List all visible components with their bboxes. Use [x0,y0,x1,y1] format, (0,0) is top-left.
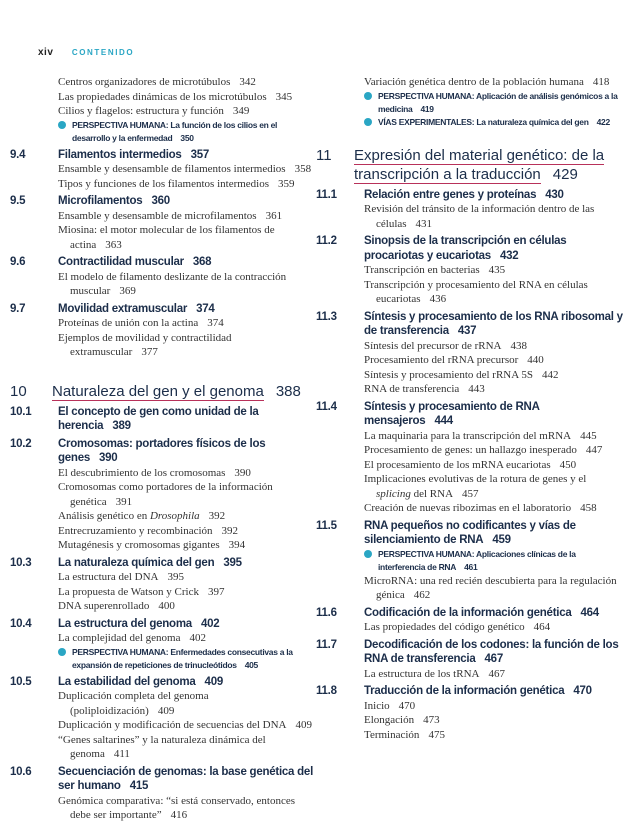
toc-subentry [10,631,318,646]
entry-title: Duplicación completa del genoma (poliploidización) [58,690,209,717]
entry-page-number: 458 [580,502,597,514]
entry-page-number: 342 [239,76,256,88]
toc-subentry [316,728,626,743]
entry-page-number: 400 [158,600,175,612]
section-title-text: Decodificación de los codones: la función de los RNA de transferencia [364,638,619,665]
entry-title: DNA superenrollado [58,600,150,612]
feature-page-number: 350 [180,132,194,143]
section-page-number: 432 [499,249,519,262]
entry-title: Elongación [364,714,415,726]
section-page-number: 464 [580,606,599,619]
toc-subentry [316,443,626,458]
entry-title: Síntesis y procesamiento del rRNA 5S [364,368,533,381]
feature-title: VÍAS EXPERIMENTALES: La naturaleza química del gen [378,116,589,127]
section-page-number: 459 [492,534,511,546]
section-page-number: 467 [484,653,503,665]
entry-page-number: 440 [527,354,544,366]
entry-title: La estructura de los tRNA [364,667,480,680]
toc-subentry [10,794,318,823]
toc-subentry [316,574,626,603]
section-number: 10.5 [10,675,32,688]
bullet-dot-icon [364,92,372,100]
toc-subentry [316,667,626,682]
feature-page-number: 405 [244,659,258,670]
toc-feature-box [316,548,626,574]
toc-section [10,148,318,163]
section-title-text: Movilidad extramuscular [58,302,188,315]
toc-subentry [10,480,318,509]
toc-section [10,302,318,317]
entry-title: Cromosomas como portadores de la información genética [58,481,273,508]
entry-title: Las propiedades del código genético [364,621,525,633]
entry-page-number: 438 [510,339,527,352]
feature-page-number: 422 [596,116,610,127]
toc-subentry [316,263,626,278]
entry-title: Transcripción y procesamiento del RNA en células eucariotas [364,278,588,305]
toc-right-column [316,75,626,742]
toc-section [316,519,626,548]
toc-subentry [10,570,318,585]
entry-page-number: 445 [580,429,597,442]
section-page-number: 402 [200,617,220,630]
section-number: 11.5 [316,519,337,532]
section-page-number: 430 [545,188,564,201]
entry-title: Creación de nuevas ribozimas en el laboratorio [364,502,572,514]
toc-subentry [316,202,626,231]
entry-page-number: 473 [423,714,440,726]
feature-title: PERSPECTIVA HUMANA: Enfermedades consecutivas a la expansión de repeticiones de trinucleótidos [72,646,293,670]
toc-subentry [10,509,318,524]
section-title-text: La estructura del genoma [58,617,192,630]
entry-page-number: 392 [208,510,226,522]
section-number: 11.2 [316,235,337,247]
feature-title: PERSPECTIVA HUMANA: Aplicaciones clínicas de la interferencia de RNA [378,548,576,572]
toc-subentry [10,209,318,224]
toc-subentry [316,368,626,383]
section-number: 10.2 [10,437,32,450]
entry-title: MicroRNA: una red recién descubierta para la regulación génica [364,574,617,601]
entry-title: Variación genética dentro de la población humana [364,76,584,88]
entry-title: Entrecruzamiento y recombinación [58,524,213,537]
toc-subentry [10,524,318,539]
toc-subentry [10,177,318,192]
entry-page-number: 443 [468,383,485,395]
entry-title: Proteínas de unión con la actina [58,317,199,329]
entry-page-number: 349 [232,105,250,117]
entry-page-number: 411 [113,748,130,760]
chapter-number: 10 [10,382,27,400]
section-number: 11.6 [316,606,337,619]
section-title-text: Síntesis y procesamiento de los RNA ribosomal y de transferencia [364,310,623,337]
toc-subentry [316,501,626,516]
entry-title: El modelo de filamento deslizante de la contracción muscular [58,270,287,297]
toc-subentry [316,339,626,354]
section-number: 11.1 [316,188,337,201]
toc-chapter-heading [10,382,318,401]
entry-title: Cilios y flagelos: estructura y función [58,105,224,117]
section-title-text: Microfilamentos [58,195,143,207]
toc-section [316,638,626,667]
toc-section [10,556,318,571]
bullet-dot-icon [58,121,66,129]
entry-title: RNA de transferencia [364,383,460,395]
toc-section [10,765,318,794]
section-title-text: La estabilidad del genoma [58,675,196,688]
toc-subentry [316,382,626,397]
toc-section [316,606,626,621]
entry-page-number: 361 [265,209,283,222]
toc-section [10,194,318,209]
entry-page-number: 447 [585,444,603,456]
chapter-number: 11 [316,146,332,164]
entry-title: Las propiedades dinámicas de los microtúbulos [58,90,267,103]
toc-feature-box [316,90,626,116]
section-number: 11.4 [316,400,337,413]
entry-title: La propuesta de Watson y Crick [58,585,199,598]
entry-page-number: 395 [167,571,184,583]
entry-page-number: 394 [228,539,246,551]
feature-page-number: 419 [420,103,434,114]
entry-page-number: 436 [429,293,447,305]
section-title-text: Relación entre genes y proteínas [364,188,537,201]
entry-title: Ejemplos de movilidad y contractilidad extramuscular [58,331,232,358]
entry-page-number: 345 [275,90,293,103]
page-number: xiv [38,47,54,58]
entry-page-number: 359 [278,177,295,190]
entry-page-number: 391 [115,495,133,508]
section-page-number: 437 [457,325,477,337]
section-page-number: 390 [99,452,118,464]
entry-title: Revisión del tránsito de la información dentro de las células [364,203,595,230]
section-title-text: La naturaleza química del gen [58,556,215,569]
section-title-text: RNA pequeños no codificantes y vías de silenciamiento de RNA [364,519,576,546]
entry-page-number: 416 [170,809,188,821]
entry-title: La maquinaria para la transcripción del mRNA [364,429,572,442]
section-number: 10.4 [10,617,32,630]
chapter-title [316,146,626,184]
toc-feature-box [316,116,626,129]
entry-title: Procesamiento del rRNA precursor [364,354,519,366]
entry-title: Genómica comparativa: “si está conservado, entonces debe ser importante” [58,794,296,821]
entry-title: Síntesis del precursor de rRNA [364,339,502,352]
toc-subentry [316,699,626,714]
toc-subentry [10,538,318,553]
page-header [38,42,134,60]
section-number: 11.3 [316,310,337,323]
entry-title: El descubrimiento de los cromosomas [58,466,226,479]
entry-title: El procesamiento de los mRNA eucariotas [364,458,551,471]
toc-section [10,405,318,434]
section-page-number: 444 [434,415,453,427]
entry-title: Ensamble y desensamble de microfilamentos [58,209,257,222]
section-title-text: Secuenciación de genomas: la base genética del ser humano [58,765,314,792]
entry-page-number: 397 [207,585,225,598]
section-title-text: El concepto de gen como unidad de la herencia [58,405,259,432]
section-page-number: 368 [192,256,212,268]
toc-subentry [10,331,318,360]
chapter-page-number: 388 [275,382,301,400]
toc-subentry [316,458,626,473]
entry-title: Duplicación y modificación de secuencias del DNA [58,719,287,731]
toc-section [316,310,626,339]
section-page-number: 470 [573,685,592,697]
toc-feature-box [10,119,318,145]
toc-subentry [316,353,626,368]
toc-subentry [316,75,626,90]
entry-page-number: 418 [592,76,610,88]
entry-page-number: 390 [234,466,251,479]
section-title-text: Contractilidad muscular [58,256,184,268]
section-page-number: 409 [204,675,223,688]
toc-section [316,188,626,203]
toc-subentry [10,104,318,119]
entry-page-number: 442 [541,368,559,381]
entry-title: Procesamiento de genes: un hallazgo inesperado [364,444,577,456]
entry-title: Ensamble y desensamble de filamentos intermedios [58,163,286,175]
toc-section [10,675,318,690]
bullet-dot-icon [364,118,372,126]
entry-title: Implicaciones evolutivas de la rotura de genes y el splicing del RNA [364,473,587,500]
entry-title: Centros organizadores de microtúbulos [58,76,231,88]
chapter-title-text: Expresión del material genético: de la transcripción a la traducción [354,146,605,183]
entry-title: La estructura del DNA [58,571,159,583]
entry-title: Transcripción en bacterias [364,264,480,276]
entry-page-number: 450 [559,458,577,471]
section-title-text: Síntesis y procesamiento de RNA mensajeros [364,400,540,427]
toc-feature-box [10,646,318,672]
section-title-text: Traducción de la información genética [364,685,565,697]
entry-page-number: 462 [413,589,431,601]
entry-page-number: 457 [462,487,479,500]
feature-title: PERSPECTIVA HUMANA: Aplicación de análisis genómicos a la medicina [378,90,618,114]
chapter-title [10,382,318,401]
toc-subentry [10,599,318,614]
toc-subentry [10,466,318,481]
bullet-dot-icon [58,648,66,656]
entry-title: Análisis genético en Drosophila [58,510,200,522]
section-page-number: 395 [223,556,242,569]
entry-page-number: 409 [157,704,175,717]
section-number: 10.6 [10,765,32,778]
entry-page-number: 475 [428,728,445,741]
section-number: 11.7 [316,638,337,651]
entry-page-number: 431 [415,217,433,230]
entry-title: Miosina: el motor molecular de los filamentos de actina [58,224,275,251]
toc-subentry [10,718,318,733]
entry-title: “Genes saltarines” y la naturaleza dinámica del genoma [58,733,266,760]
entry-page-number: 377 [141,346,158,358]
toc-section [316,400,626,429]
toc-section [316,234,626,263]
toc-section [10,255,318,270]
section-number: 11.8 [316,685,337,697]
section-title-text: Codificación de la información genética [364,606,572,619]
entry-title: Inicio [364,699,390,712]
bullet-dot-icon [364,550,372,558]
feature-title: PERSPECTIVA HUMANA: La función de los cilios en el desarrollo y la enfermedad [72,119,278,143]
toc-subentry [10,75,318,90]
section-number: 9.7 [10,302,26,315]
entry-page-number: 467 [488,667,505,680]
section-page-number: 374 [196,302,215,315]
toc-section [10,617,318,632]
toc-subentry [316,429,626,444]
entry-page-number: 363 [105,238,122,251]
section-number: 10.3 [10,556,32,569]
toc-subentry [10,689,318,718]
toc-subentry [10,733,318,762]
entry-title: Mutagénesis y cromosomas gigantes [58,539,220,551]
section-title-text: Filamentos intermedios [58,148,182,161]
entry-page-number: 435 [488,264,506,276]
entry-title: La complejidad del genoma [58,632,181,644]
section-page-number: 415 [129,780,149,792]
toc-subentry [316,713,626,728]
toc-section [10,437,318,466]
entry-page-number: 470 [398,699,416,712]
section-number: 9.5 [10,195,26,207]
entry-page-number: 464 [533,621,551,633]
section-number: 9.4 [10,148,26,161]
chapter-title-text: Naturaleza del gen y el genoma [52,382,264,400]
entry-page-number: 358 [294,163,312,175]
toc-section [316,684,626,699]
toc-subentry [10,316,318,331]
entry-page-number: 402 [189,632,206,644]
toc-subentry [10,223,318,252]
entry-page-number: 392 [221,524,239,537]
toc-subentry [316,472,626,501]
entry-page-number: 374 [207,317,224,329]
section-page-number: 360 [151,195,170,207]
toc-subentry [10,90,318,105]
feature-page-number: 461 [464,561,478,572]
section-number: 10.1 [10,405,32,418]
entry-page-number: 409 [295,719,312,731]
section-page-number: 389 [112,420,131,432]
toc-subentry [10,162,318,177]
section-title-text: Sinopsis de la transcripción en células procariotas y eucariotas [364,235,567,262]
section-title-text: Cromosomas: portadores físicos de los genes [58,437,266,464]
toc-subentry [316,620,626,635]
toc-chapter-heading [316,146,626,184]
toc-subentry [316,278,626,307]
section-number: 9.6 [10,256,26,268]
running-title: CONTENIDO [71,48,135,57]
entry-title: Tipos y funciones de los filamentos intermedios [58,177,270,190]
toc-left-column [10,75,318,823]
entry-title: Terminación [364,728,420,741]
entry-page-number: 369 [119,285,136,297]
section-page-number: 357 [190,148,210,161]
toc-subentry [10,270,318,299]
toc-subentry [10,585,318,600]
chapter-page-number: 429 [552,165,578,183]
